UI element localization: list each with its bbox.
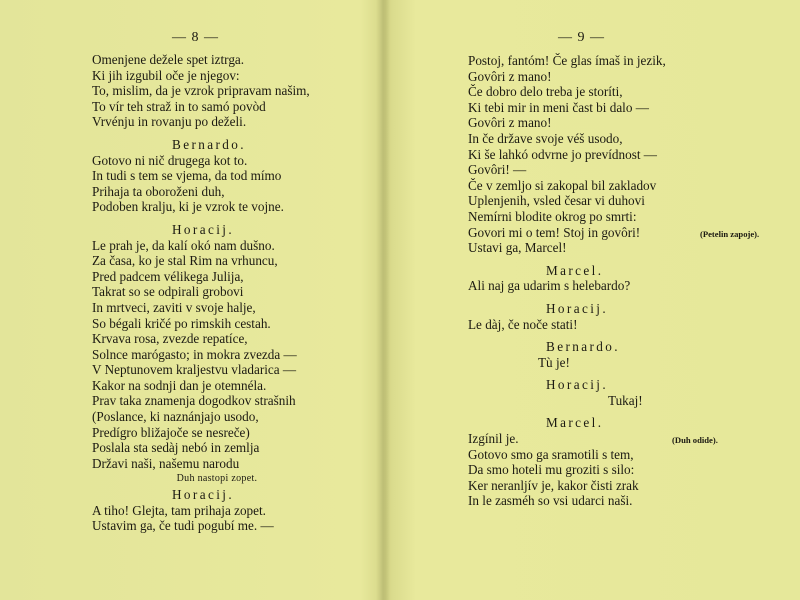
verse-line: Omenjene dežele spet iztrga. [92,52,245,67]
speaker-name: Bernardo. [546,339,620,355]
verse-line: V Neptunovem kraljestvu vladarica — [92,362,297,378]
verse-line-text: Izgínil je. [468,431,519,447]
verse-line: Tukaj! [608,392,643,408]
verse-line: Ustavim ga, če tudi pogubí me. — [92,518,274,534]
page-number: — 8 — [172,30,219,45]
stage-direction: Duh nastopi zopet. [176,473,258,485]
verse-line: Nemírni blodite okrog po smrti: [468,208,637,224]
stage-direction: (Duh odide). [672,435,718,446]
verse-line: Uplenjenih, vsled česar vi duhovi [468,193,645,209]
speaker-name: Bernardo. [172,136,246,152]
verse-line: Ker neranljív je, kakor čisti zrak [468,477,639,493]
page-text [468,53,793,509]
verse-line: Krvava rosa, zvezde repatíce, [92,331,248,347]
verse-line: To, mislim, da je vzrok pripravam našim, [92,83,310,99]
verse-line: Postoj, fantóm! Če glas ímaš in jezik, [468,53,666,68]
verse-line: Le dàj, če noče stati! [468,316,578,332]
verse-line: In če državе svoje véš usodo, [468,130,623,146]
left-page [0,0,380,600]
speaker-name: Horacij. [546,377,609,393]
verse-line: Poslala sta sedàj nebó in zemlja [92,440,260,456]
verse-line: In mrtveci, zaviti v svoje halje, [92,299,256,315]
verse-line: Ali naj ga udarim s helebardo? [468,278,631,294]
speaker-name: Horacij. [546,300,609,316]
verse-line: Prihaja ta oboroženi duh, [92,183,225,199]
verse-line: Kakor na sodnji dan je otemnéla. [92,377,267,393]
speaker-name: Horacij. [172,221,235,237]
verse-line: Ustavi ga, Marcel! [468,240,567,256]
verse-line: Le prah je, da kalí okó nam dušno. [92,237,275,253]
verse-line: In tudi s tem se vjema, da tod mímo [92,168,282,184]
verse-line: (Poslance, ki naznánjajo usodo, [92,409,259,425]
verse-line: Da smo hoteli mu groziti s silo: [468,462,635,478]
verse-line: Ki tebi mir in meni čast bi dalo — [468,99,649,115]
verse-line: Če dobro delo treba je storíti, [468,84,623,100]
speaker-name: Marcel. [546,262,604,278]
verse-line-text: Govori mi o tem! Stoj in govôri! [468,224,641,240]
verse-line: Tù je! [538,354,570,370]
page-text [92,52,342,534]
speaker-name: Horacij. [172,487,235,503]
speaker-name: Marcel. [546,415,604,431]
verse-line: Vrvénju in rovanju po deželi. [92,114,247,130]
verse-line: Za časa, ko je stal Rim na vrhuncu, [92,253,278,269]
verse-line: Solnce marógasto; in mokra zvezda — [92,346,297,362]
verse-line: Prav taka znamenja dogodkov strašnih [92,393,296,409]
verse-line [468,431,793,447]
verse-line: Ki jih izgubil oče je njegov: [92,67,240,83]
verse-line: Govôri z mano! [468,68,552,84]
verse-line: Ki še lahkó odvrne jo prevídnost — [468,146,657,162]
verse-line: Pred padcem vélikega Julija, [92,268,244,284]
verse-line: Takrat so se odpirali grobovi [92,284,244,300]
verse-line: Gotovo smo ga sramotili s tem, [468,446,634,462]
verse-line: Če v zemljo si zakopal bil zakladov [468,177,657,193]
verse-line [468,225,793,241]
verse-line: Predígro bližajoče se nesreče) [92,424,250,440]
stage-direction: (Petelin zapoje). [700,228,760,239]
verse-line: Govôri z mano! [468,115,552,131]
verse-line: To vír teh straž in to samó povòd [92,98,266,114]
verse-line: Gotovo ni nič drugega kot to. [92,152,248,168]
verse-line: Govôri! — [468,162,527,178]
verse-line: Državi naši, našemu narodu [92,455,240,471]
verse-line: Podoben kralju, ki je vzrok te vojne. [92,199,284,215]
verse-line: A tiho! Glejta, tam prihaja zopet. [92,502,266,518]
right-page [390,0,800,600]
verse-line: So bégali kričé po rimskih cestah. [92,315,271,331]
page-number: — 9 — [558,30,605,45]
verse-line: In le zasméh so vsi udarci naši. [468,493,633,509]
